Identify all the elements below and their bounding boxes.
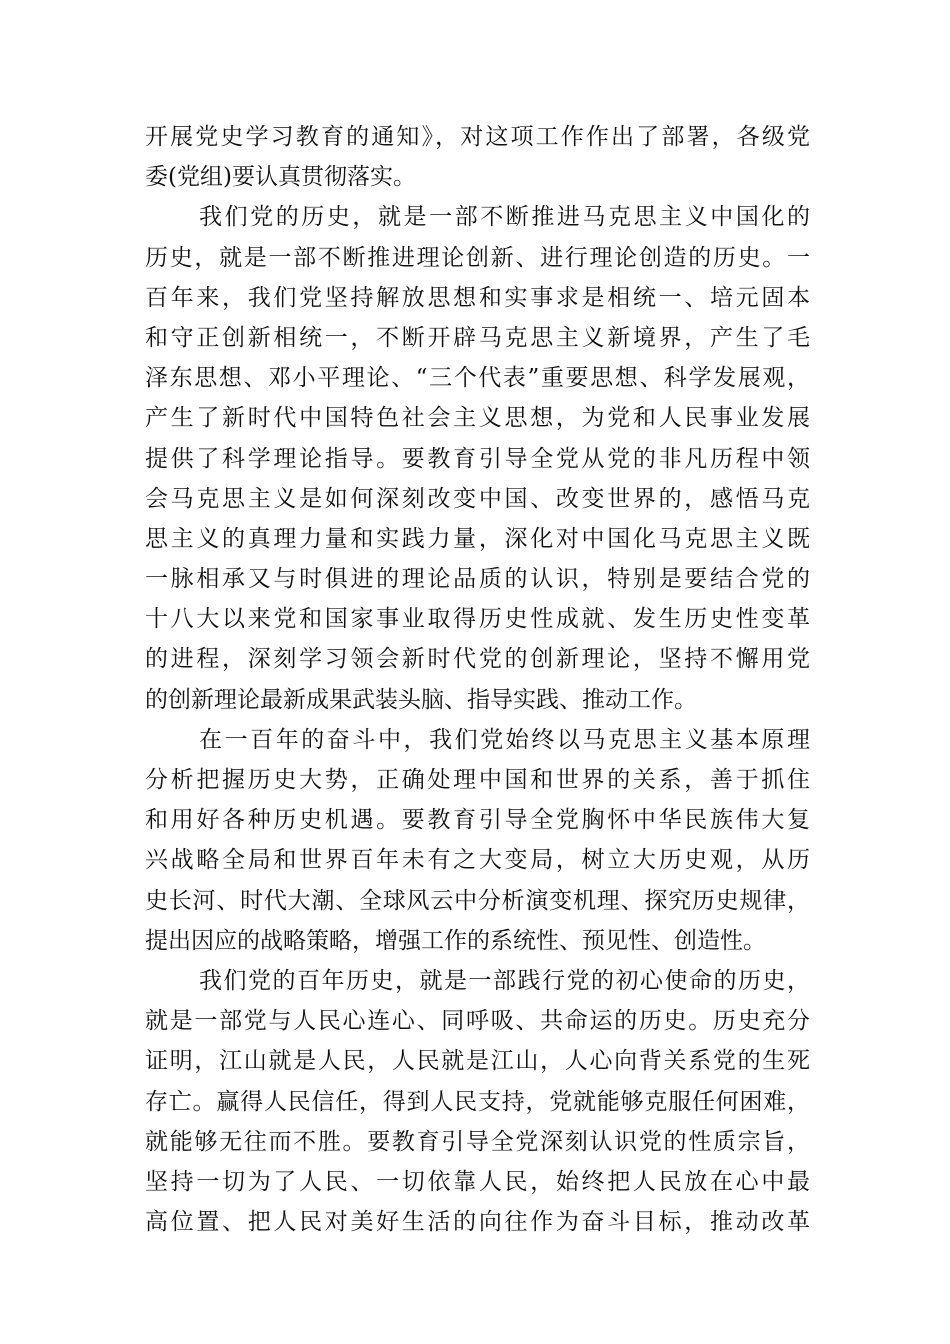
text-line: 百年来，我们党坚持解放思想和实事求是相统一、培元固本 <box>145 284 810 311</box>
text-line: 证明，江山就是人民，人民就是江山，人心向背关系党的生死 <box>145 1048 810 1075</box>
text-line: 提出因应的战略策略，增强工作的系统性、预见性、创造性。 <box>145 927 766 954</box>
text-line: 高位置、把人民对美好生活的向往作为奋斗目标，推动改革 <box>145 1209 810 1236</box>
text-line: 的进程，深刻学习领会新时代党的创新理论，坚持不懈用党 <box>145 646 810 673</box>
text-line: 分析把握历史大势，正确处理中国和世界的关系，善于抓住 <box>145 767 810 793</box>
text-line: 兴战略全局和世界百年未有之大变局，树立大历史观，从历 <box>145 847 810 874</box>
text-line: 十八大以来党和国家事业取得历史性成就、发生历史性变革 <box>145 606 810 633</box>
text-line: 和用好各种历史机遇。要教育引导全党胸怀中华民族伟大复 <box>145 807 810 834</box>
text-line: 提供了科学理论指导。要教育引导全党从党的非凡历程中领 <box>145 445 810 472</box>
text-line: 我们党的百年历史，就是一部践行党的初心使命的历史， <box>199 967 810 994</box>
text-line: 和守正创新相统一，不断开辟马克思主义新境界，产生了毛 <box>145 324 810 351</box>
body-text <box>145 117 810 1242</box>
text-line: 就是一部党与人民心连心、同呼吸、共命运的历史。历史充分 <box>145 1008 810 1035</box>
text-line: 在一百年的奋斗中，我们党始终以马克思主义基本原理 <box>199 726 810 753</box>
text-line: 思主义的真理力量和实践力量，深化对中国化马克思主义既 <box>145 525 810 552</box>
text-line: 一脉相承又与时俱进的理论品质的认识，特别是要结合党的 <box>145 566 810 593</box>
text-line: 的创新理论最新成果武装头脑、指导实践、推动工作。 <box>145 686 697 713</box>
text-line: 就能够无往而不胜。要教育引导全党深刻认识党的性质宗旨， <box>145 1128 810 1155</box>
text-line: 会马克思主义是如何深刻改变中国、改变世界的，感悟马克 <box>145 485 810 512</box>
text-line: 史长河、时代大潮、全球风云中分析演变机理、探究历史规律， <box>145 887 810 914</box>
text-line: 历史，就是一部不断推进理论创新、进行理论创造的历史。一 <box>145 244 810 271</box>
text-line: 我们党的历史，就是一部不断推进马克思主义中国化的 <box>199 204 810 231</box>
text-line: 坚持一切为了人民、一切依靠人民，始终把人民放在心中最 <box>145 1168 810 1195</box>
text-line: 开展党史学习教育的通知》，对这项工作作出了部署，各级党 <box>145 124 810 150</box>
text-line: 产生了新时代中国特色社会主义思想，为党和人民事业发展 <box>145 405 810 432</box>
text-line: 泽东思想、邓小平理论、“三个代表”重要思想、科学发展观， <box>145 365 810 392</box>
text-line: 委(党组)要认真贯彻落实。 <box>145 164 416 191</box>
text-line: 存亡。赢得人民信任，得到人民支持，党就能够克服任何困难， <box>145 1088 810 1115</box>
